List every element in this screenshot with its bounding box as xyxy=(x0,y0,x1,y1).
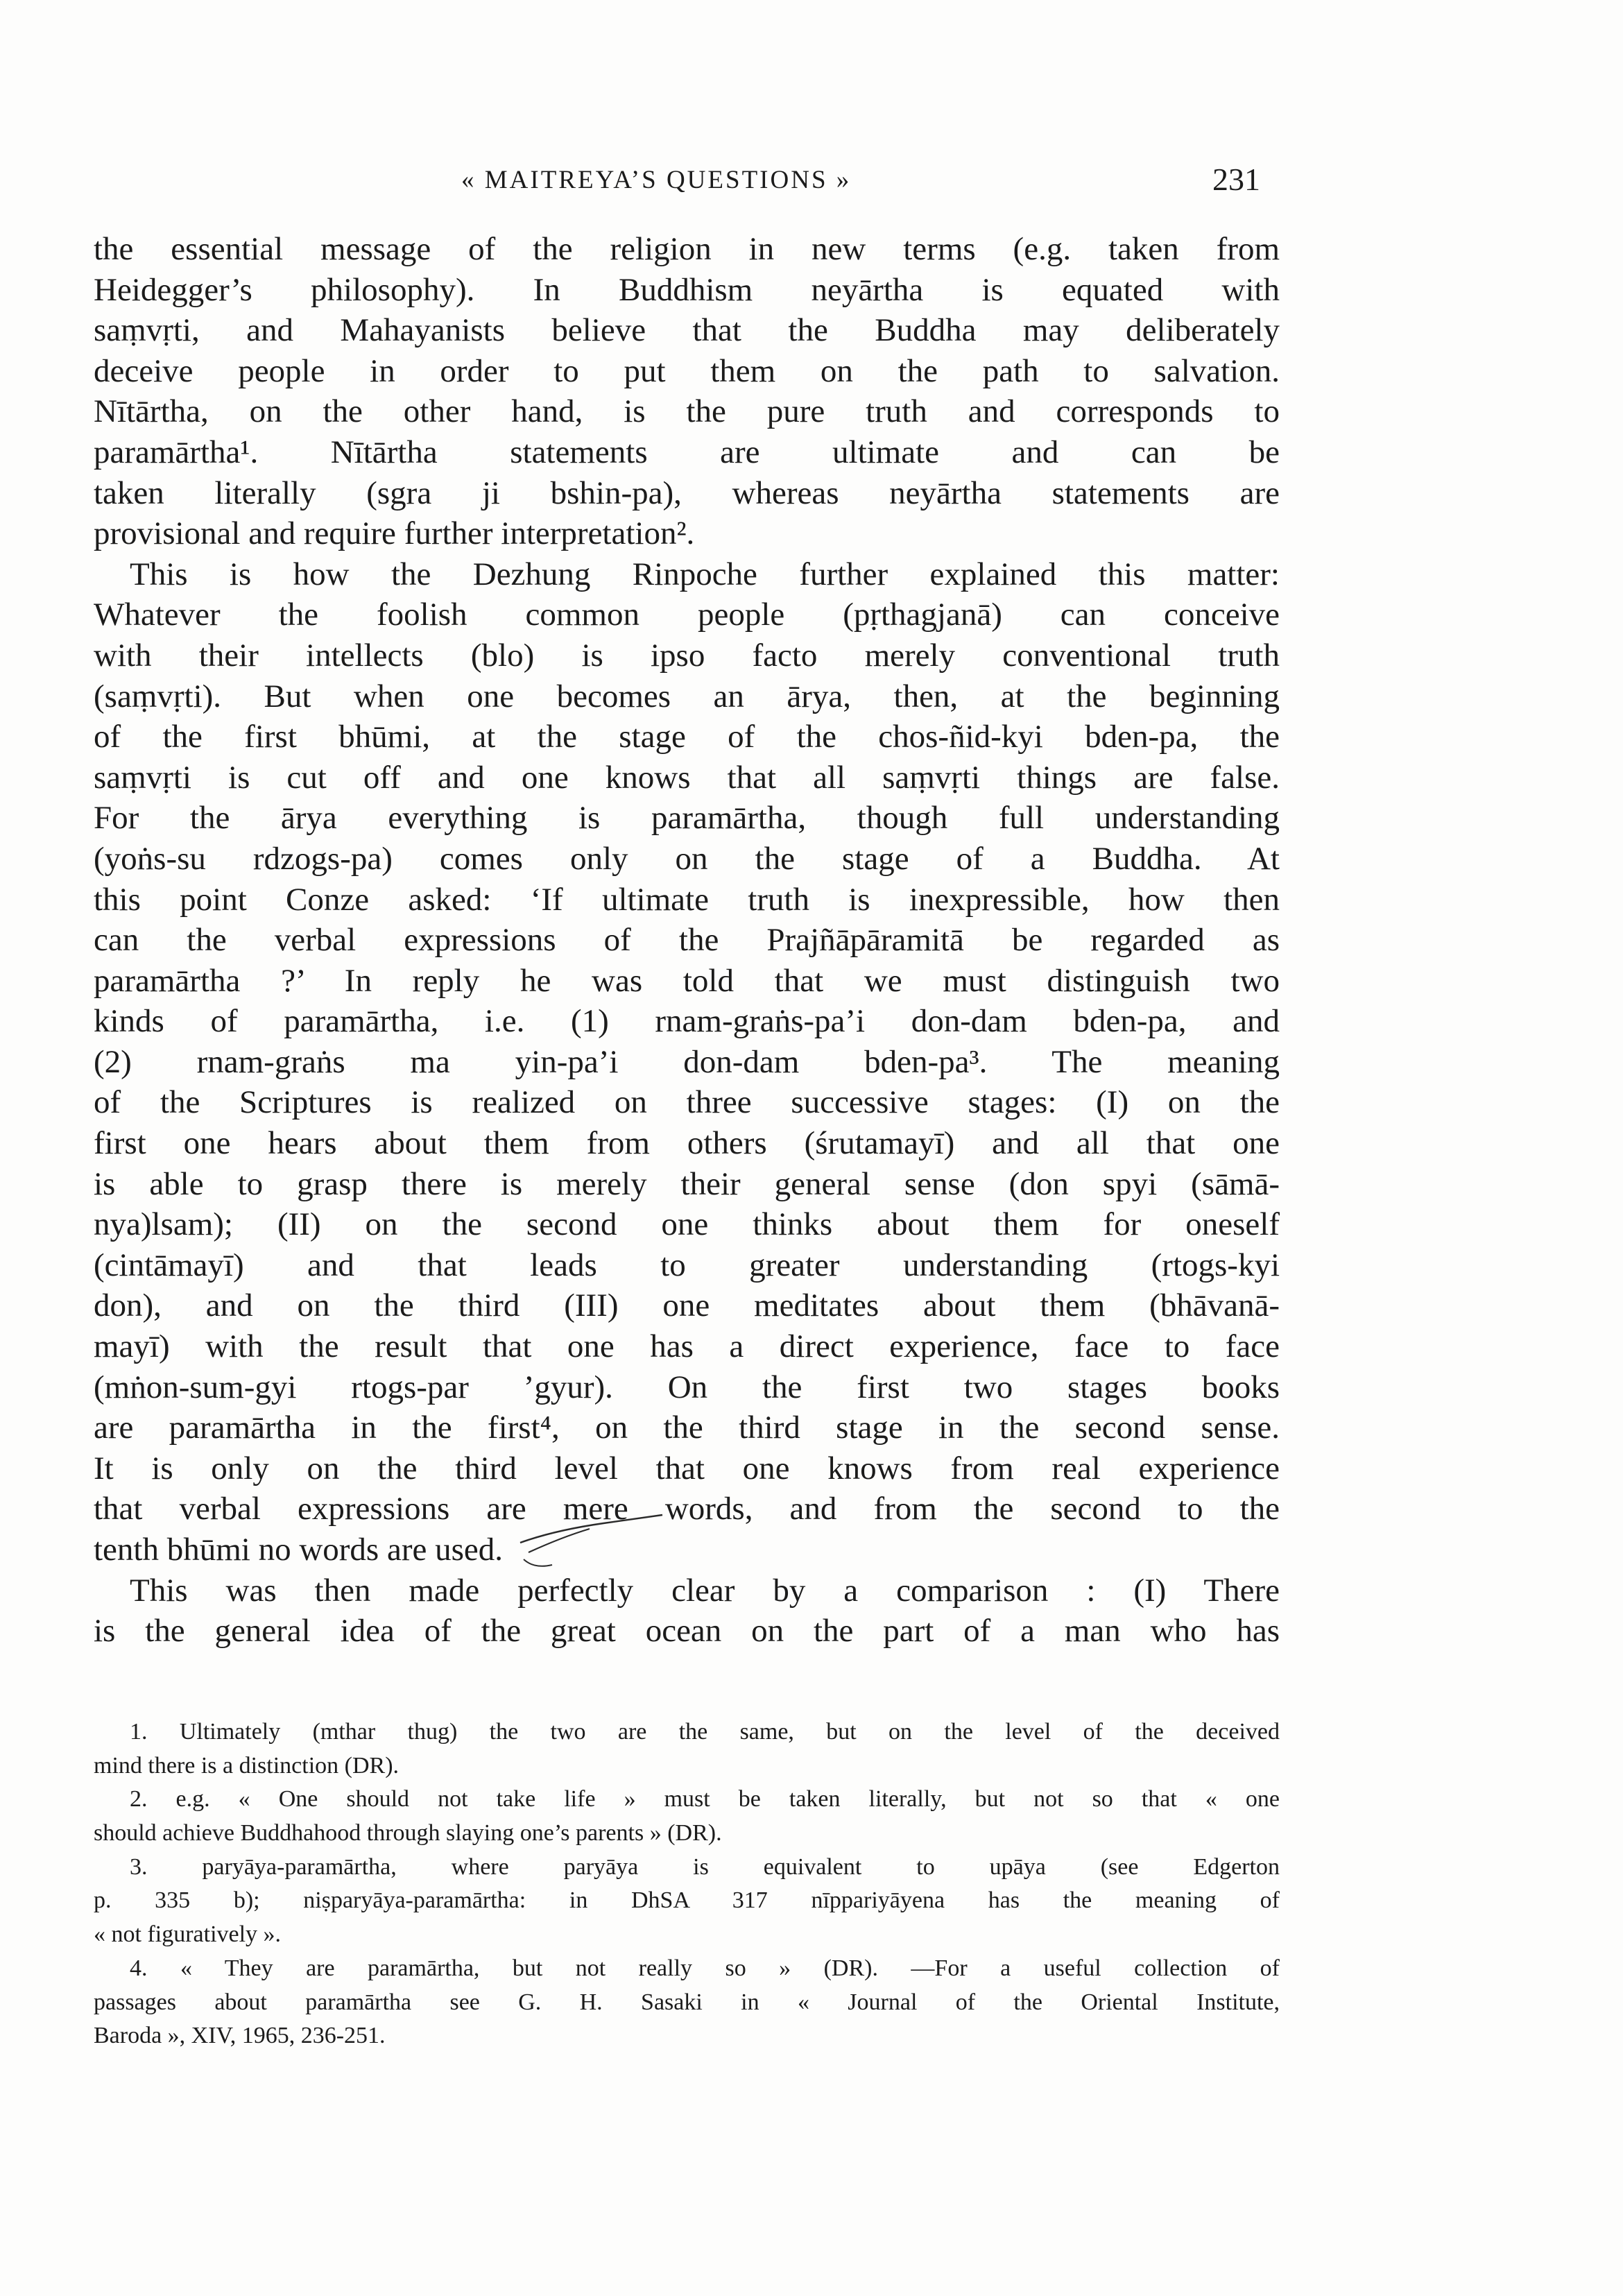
footnotes xyxy=(94,1715,1280,2053)
body-text xyxy=(94,229,1280,1652)
footnote-line: 1. Ultimately (mthar thug) the two are the same, but on the level of the deceived xyxy=(130,1719,1280,1745)
text-line: deceive people in order to put them on the path to salvation. xyxy=(94,352,1280,389)
text-line: tenth bhūmi no words are used. xyxy=(94,1532,504,1568)
text-line: of the Scriptures is realized on three successive stages: (I) on the xyxy=(94,1084,1280,1121)
text-line: paramārtha¹. Nītārtha statements are ultimate and can be xyxy=(94,434,1280,470)
text-line: kinds of paramārtha, i.e. (1) rnam-graṅs-pa’i don-dam bden-pa, and xyxy=(94,1003,1280,1040)
text-line: can the verbal expressions of the Prajñāpāramitā be regarded as xyxy=(94,922,1280,959)
text-line: (mṅon-sum-gyi rtogs-par ’gyur). On the first two stages books xyxy=(94,1369,1280,1405)
text-line: don), and on the third (III) one meditates about them (bhāvanā- xyxy=(94,1287,1280,1324)
text-line: (saṃvṛti). But when one becomes an ārya, then, at the beginning xyxy=(94,678,1280,714)
text-line: first one hears about them from others (śrutamayī) and all that one xyxy=(94,1125,1280,1162)
text-line: nya)lsam); (II) on the second one thinks about them for oneself xyxy=(94,1206,1280,1243)
text-line: with their intellects (blo) is ipso facto merely conventional truth xyxy=(94,637,1280,674)
footnote-line: mind there is a distinction (DR). xyxy=(94,1752,400,1779)
text-line: provisional and require further interpretation². xyxy=(94,515,695,552)
text-line: of the first bhūmi, at the stage of the chos-ñid-kyi bden-pa, the xyxy=(94,719,1280,755)
text-line: Heidegger’s philosophy). In Buddhism neyārtha is equated with xyxy=(94,271,1280,308)
text-line: this point Conze asked: ‘If ultimate truth is inexpressible, how then xyxy=(94,881,1280,918)
footnote-line: 4. « They are paramārtha, but not really so » (DR). —For a useful collection of xyxy=(130,1955,1280,1981)
text-line: that verbal expressions are mere words, and from the second to the xyxy=(94,1491,1280,1527)
footnote-line: Baroda », XIV, 1965, 236-251. xyxy=(94,2023,386,2049)
text-line: taken literally (sgra ji bshin-pa), whereas neyārtha statements are xyxy=(94,474,1280,511)
text-line: saṃvṛti, and Mahayanists believe that the Buddha may deliberately xyxy=(94,312,1280,349)
text-line: is the general idea of the great ocean on the part of a man who has xyxy=(94,1613,1280,1650)
text-line: are paramārtha in the first⁴, on the third stage in the second sense. xyxy=(94,1410,1280,1446)
running-title: « MAITREYA’S QUESTIONS » xyxy=(461,166,852,194)
footnote-line: p. 335 b); niṣparyāya-paramārtha: in DhSA 317 nīppariyāyena has the meaning of xyxy=(94,1887,1280,1914)
text-line: mayī) with the result that one has a direct experience, face to face xyxy=(94,1328,1280,1365)
text-line: This is how the Dezhung Rinpoche further explained this matter: xyxy=(130,556,1280,592)
text-line: Whatever the foolish common people (pṛthagjanā) can conceive xyxy=(94,597,1280,633)
footnote-line: 2. e.g. « One should not take life » must be taken literally, but not so that « one xyxy=(130,1786,1280,1813)
text-line: This was then made perfectly clear by a comparison : (I) There xyxy=(130,1572,1280,1609)
footnote-line: passages about paramārtha see G. H. Sasaki in « Journal of the Oriental Institute, xyxy=(94,1989,1280,2015)
page-number: 231 xyxy=(1212,162,1260,197)
text-line: paramārtha ?’ In reply he was told that we must distinguish two xyxy=(94,962,1280,999)
footnote-line: 3. paryāya-paramārtha, where paryāya is equivalent to upāya (see Edgerton xyxy=(130,1853,1280,1880)
running-head xyxy=(0,161,1623,203)
text-line: (cintāmayī) and that leads to greater understanding (rtogs-kyi xyxy=(94,1246,1280,1283)
text-line: For the ārya everything is paramārtha, though full understanding xyxy=(94,800,1280,837)
text-line: saṃvṛti is cut off and one knows that all saṃvṛti things are false. xyxy=(94,759,1280,796)
footnote-line: should achieve Buddhahood through slaying one’s parents » (DR). xyxy=(94,1820,722,1847)
text-line: the essential message of the religion in new terms (e.g. taken from xyxy=(94,231,1280,267)
text-line: is able to grasp there is merely their general sense (don spyi (sāmā- xyxy=(94,1165,1280,1202)
text-line: (2) rnam-graṅs ma yin-pa’i don-dam bden-pa³. The meaning xyxy=(94,1043,1280,1080)
text-line: (yoṅs-su rdzogs-pa) comes only on the stage of a Buddha. At xyxy=(94,840,1280,877)
text-line: It is only on the third level that one knows from real experience xyxy=(94,1450,1280,1487)
text-line: Nītārtha, on the other hand, is the pure truth and corresponds to xyxy=(94,393,1280,430)
footnote-line: « not figuratively ». xyxy=(94,1921,282,1948)
